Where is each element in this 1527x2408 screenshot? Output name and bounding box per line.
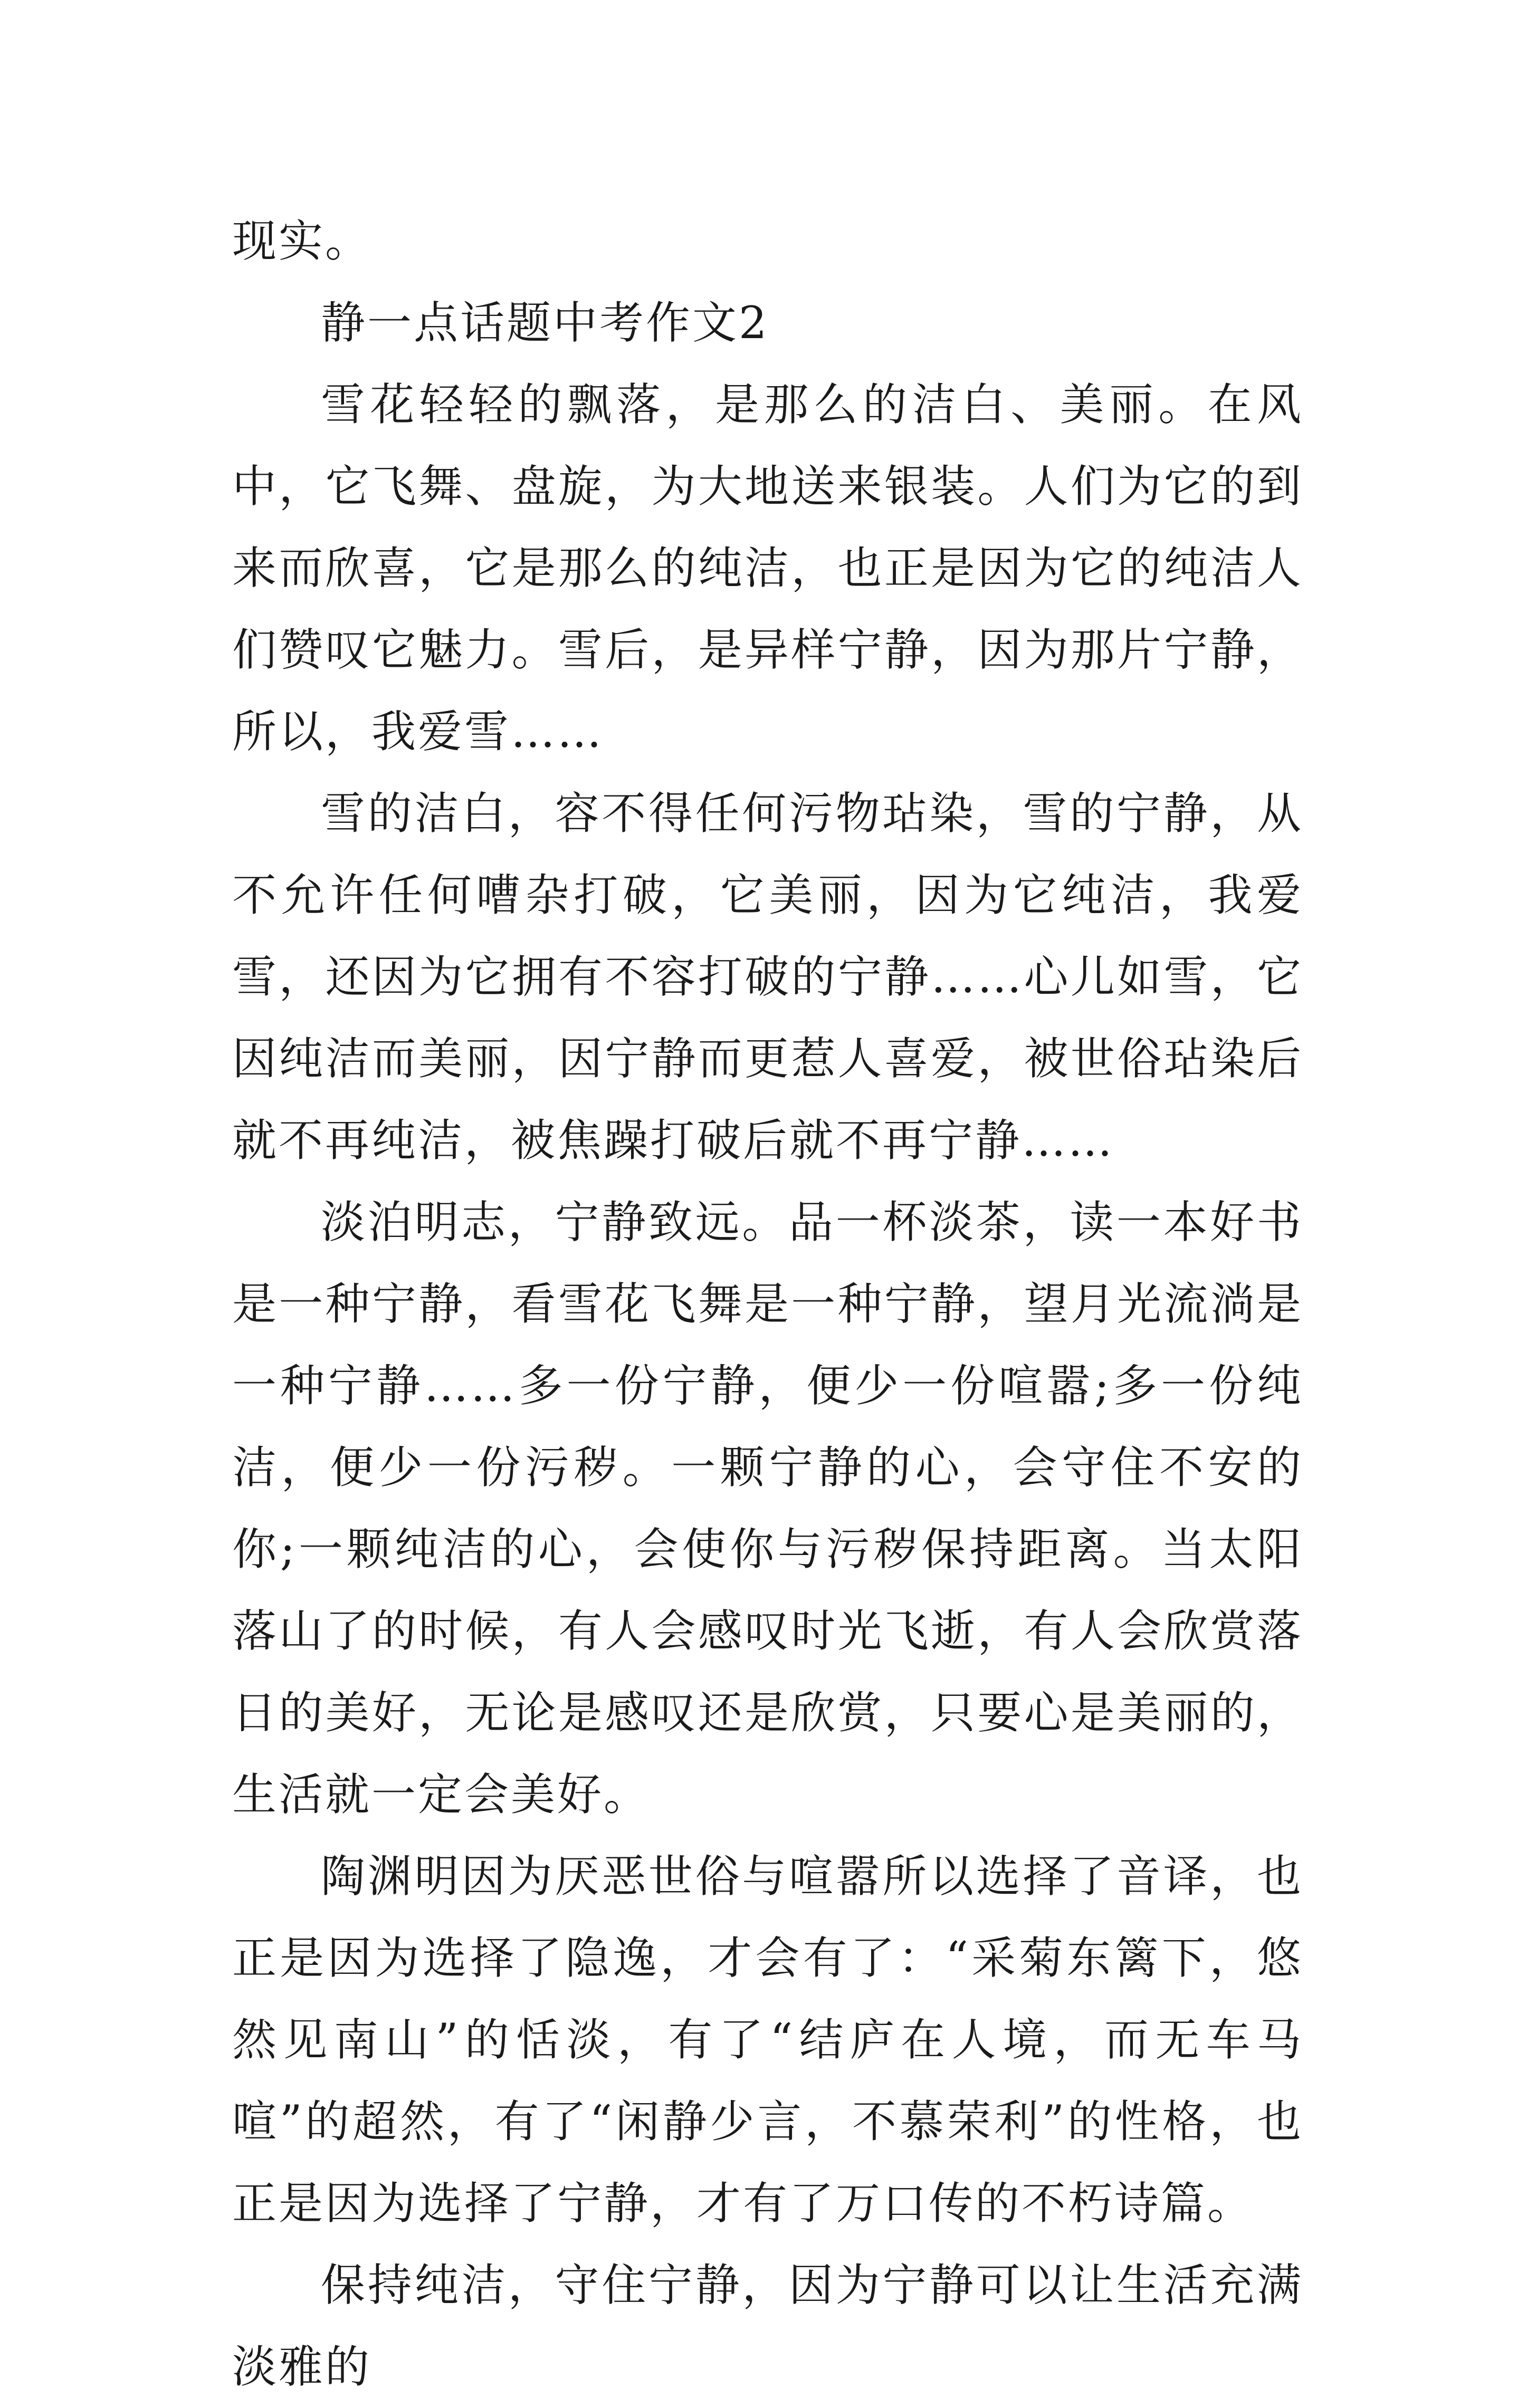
document-body (232, 200, 1303, 2408)
paragraph: 保持纯洁，守住宁静，因为宁静可以让生活充满淡雅的 (232, 2259, 1303, 2393)
paragraph: 淡泊明志，宁静致远。品一杯淡茶，读一本好书是一种宁静，看雪花飞舞是一种宁静，望月光流淌是一种宁静……多一份宁静，便少一份喧嚣;多一份纯洁，便少一份污秽。一颗宁静的心，会守住不安的你;一颗纯洁的心，会使你与污秽保持距离。当太阳落山了的时候，有人会感叹时光飞逝，有人会欣赏落日的美好，无论是感叹还是欣赏，只要心是美丽的，生活就一定会美好。 (232, 1196, 1303, 1820)
paragraph: 雪的洁白，容不得任何污物玷染，雪的宁静，从不允许任何嘈杂打破，它美丽，因为它纯洁，我爱雪，还因为它拥有不容打破的宁静……心儿如雪，它因纯洁而美丽，因宁静而更惹人喜爱，被世俗玷染后就不再纯洁，被焦躁打破后就不再宁静…… (232, 788, 1303, 1166)
paragraph-continuation: 现实。 (232, 215, 372, 267)
paragraph: 雪花轻轻的飘落，是那么的洁白、美丽。在风中，它飞舞、盘旋，为大地送来银装。人们为它的到来而欣喜，它是那么的纯洁，也正是因为它的纯洁人们赞叹它魅力。雪后，是异样宁静，因为那片宁静，所以，我爱雪…… (232, 379, 1303, 757)
paragraph: 陶渊明因为厌恶世俗与喧嚣所以选择了音译，也正是因为选择了隐逸，才会有了：“采菊东篱下，悠然见南山”的恬淡，有了“结庐在人境，而无车马喧”的超然，有了“闲静少言，不慕荣利”的性格，也正是因为选择了宁静，才有了万口传的不朽诗篇。 (232, 1850, 1303, 2229)
essay-title: 静一点话题中考作文2 (321, 297, 769, 349)
